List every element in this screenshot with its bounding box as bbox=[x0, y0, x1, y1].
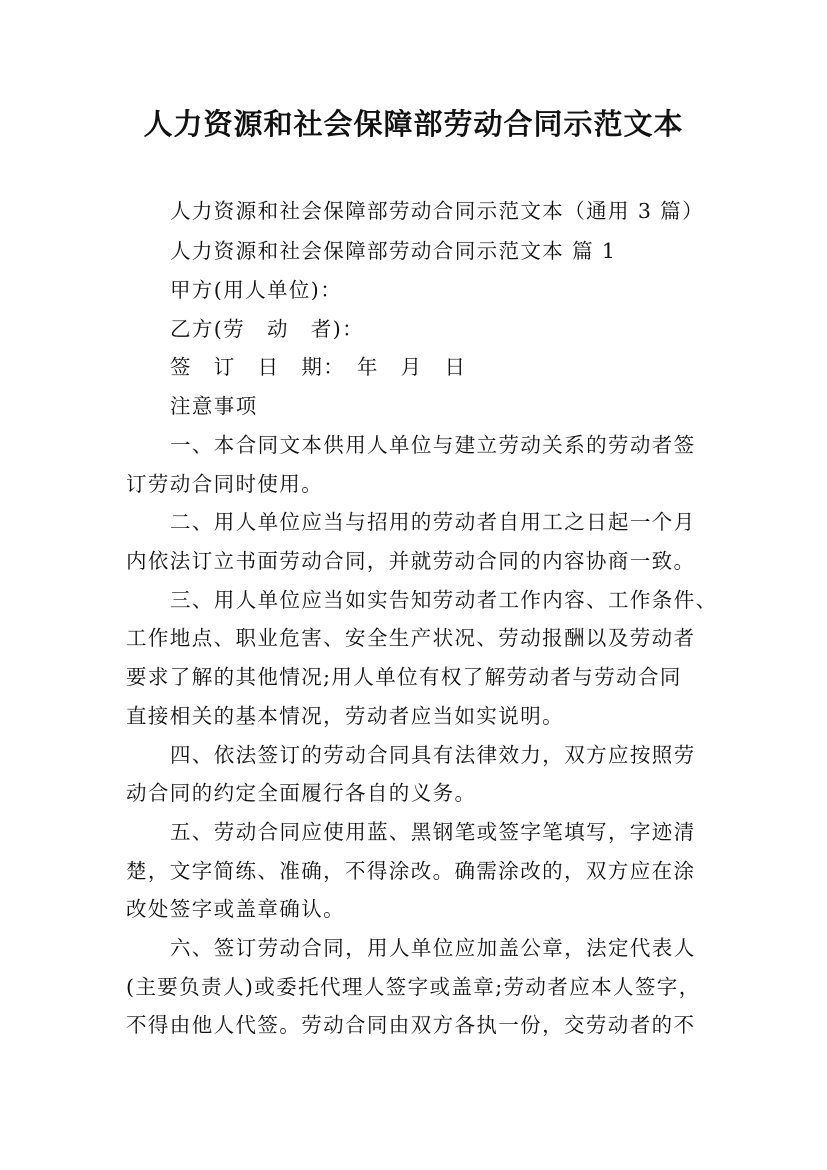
document-title: 人力资源和社会保障部劳动合同示范文本 bbox=[143, 107, 684, 141]
paragraph-line: 三、用人单位应当如实告知劳动者工作内容、工作条件、 bbox=[170, 588, 718, 612]
subtitle-line: 人力资源和社会保障部劳动合同示范文本（通用 3 篇） bbox=[170, 199, 704, 223]
paragraph-line: 直接相关的基本情况，劳动者应当如实说明。 bbox=[126, 704, 564, 728]
paragraph-line: 四、依法签订的劳动合同具有法律效力，双方应按照劳 bbox=[170, 743, 696, 767]
paragraph-line: 一、本合同文本供用人单位与建立劳动关系的劳动者签 bbox=[170, 433, 696, 457]
party-a-line: 甲方(用人单位)： bbox=[170, 278, 343, 302]
paragraph-line: (主要负责人)或委托代理人签字或盖章;劳动者应本人签字， bbox=[126, 975, 701, 999]
paragraph-line: 要求了解的其他情况;用人单位有权了解劳动者与劳动合同 bbox=[126, 665, 682, 689]
paragraph-line: 不得由他人代签。劳动合同由双方各执一份，交劳动者的不 bbox=[126, 1013, 696, 1037]
paragraph-line: 动合同的约定全面履行各自的义务。 bbox=[126, 781, 477, 805]
paragraph-line: 订劳动合同时使用。 bbox=[126, 472, 324, 496]
notes-heading: 注意事项 bbox=[170, 394, 258, 418]
section-heading: 人力资源和社会保障部劳动合同示范文本 篇 1 bbox=[170, 239, 617, 263]
party-b-line: 乙方(劳 动 者)： bbox=[170, 317, 364, 341]
signing-date-line: 签 订 日 期： 年 月 日 bbox=[170, 355, 467, 379]
paragraph-line: 工作地点、职业危害、安全生产状况、劳动报酬以及劳动者 bbox=[126, 626, 696, 650]
paragraph-line: 六、签订劳动合同，用人单位应加盖公章，法定代表人 bbox=[170, 936, 696, 960]
paragraph-line: 内依法订立书面劳动合同，并就劳动合同的内容协商一致。 bbox=[126, 549, 696, 573]
paragraph-line: 二、用人单位应当与招用的劳动者自用工之日起一个月 bbox=[170, 510, 696, 534]
paragraph-line: 楚，文字简练、准确，不得涂改。确需涂改的，双方应在涂 bbox=[126, 859, 696, 883]
paragraph-line: 五、劳动合同应使用蓝、黑钢笔或签字笔填写，字迹清 bbox=[170, 820, 696, 844]
paragraph-line: 改处签字或盖章确认。 bbox=[126, 897, 345, 921]
